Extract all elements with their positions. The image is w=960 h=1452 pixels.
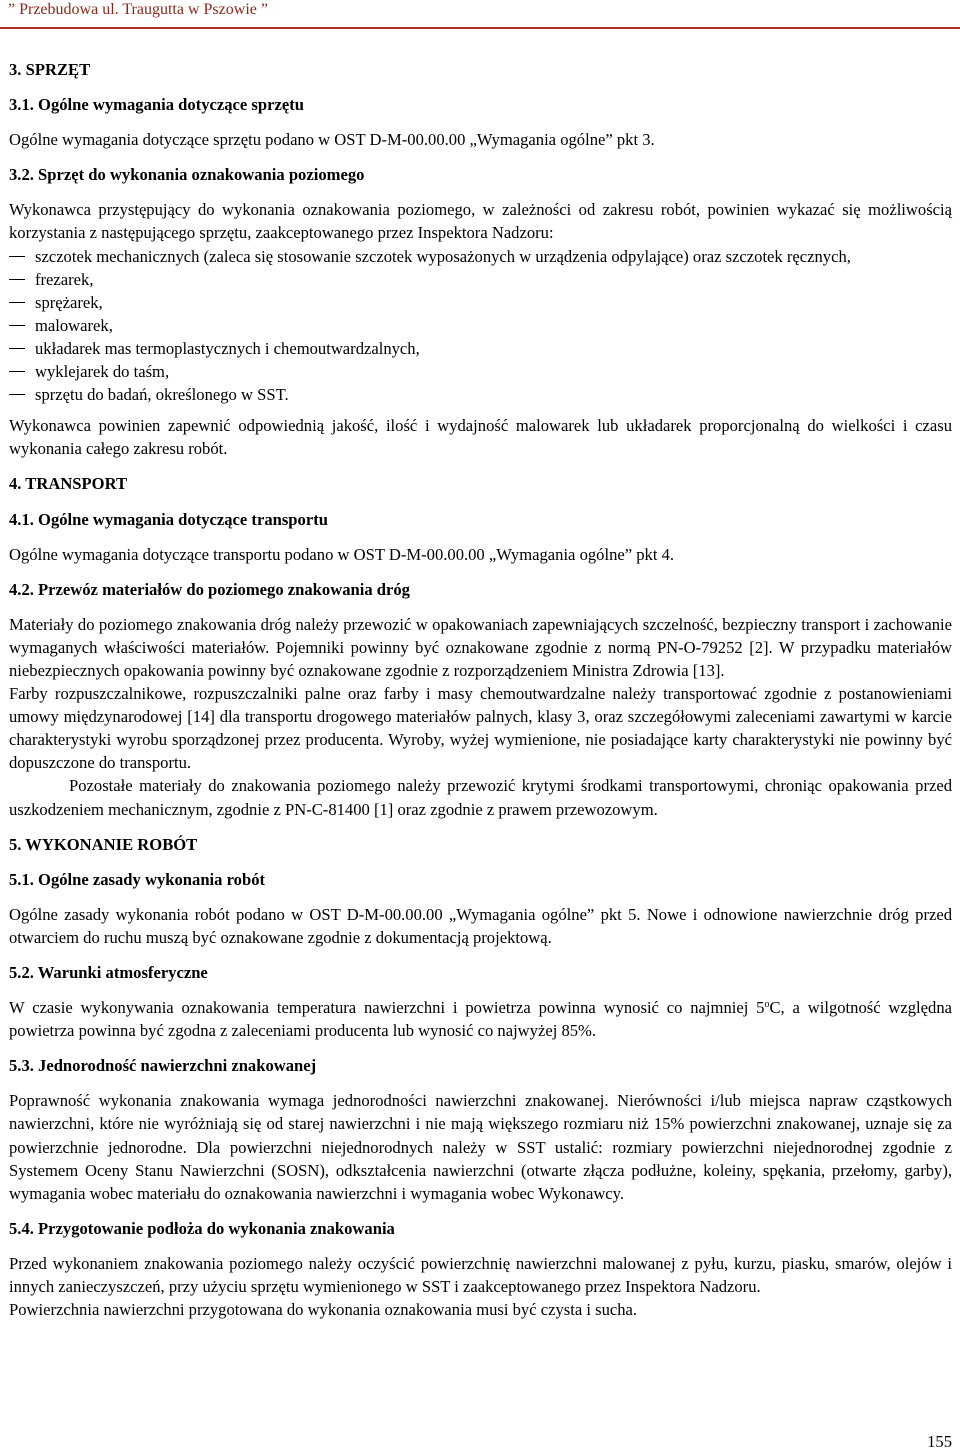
section-5-3-text: Poprawność wykonania znakowania wymaga jednorodności nawierzchni znakowanej. Nierówności i/lub miejsca napraw cząstkowych nawierzchni, które nie wyróżniają się od starej nawierzchni i nie mają większego rozmiaru niż 15% powierzchni znakowanej, uznaje się za powierzchnie jednorodne. Dla powierzchni niejednorodnych należy w SST ustalić: rozmiary powierzchni niejednorodnej zgodnie z Systemem Oceny Stanu Nawierzchni (SOSN), odkształcenia nawierzchni (otwarte złącza podłużne, koleiny, spękania, przełomy, garby), wymagania wobec materiału do oznakowania nawierzchni i wymagania wobec Wykonawcy. <box>9 1091 952 1203</box>
section-4-2-paragraph-2: Farby rozpuszczalnikowe, rozpuszczalniki palne oraz farby i masy chemoutwardzalne należy transportować zgodnie z postanowieniami umowy międzynarodowej [14] dla transportu drogowego materiałów palnych, klasy 3, oraz szczegółowymi zaleceniami zawartymi w karcie charakterystyki wyrobu sporządzonej przez producenta. Wyroby, wyżej wymienione, nie posiadające karty charakterystyki nie powinny być dopuszczone do transportu. <box>9 684 952 773</box>
degree-superscript: o <box>764 999 770 1011</box>
list-item: frezarek, <box>9 268 952 291</box>
list-item: szczotek mechanicznych (zaleca się stosowanie szczotek wyposażonych w urządzenia odpylające) oraz szczotek ręcznych, <box>9 245 952 268</box>
section-4-2-paragraph-3: Pozostałe materiały do znakowania poziomego należy przewozić krytymi środkami transportowymi, chroniąc opakowania przed uszkodzeniem mechanicznym, zgodnie z PN-C-81400 [1] oraz zgodnie z prawem przewozowym. <box>9 776 952 819</box>
list-item: wyklejarek do taśm, <box>9 360 952 383</box>
list-item: sprężarek, <box>9 291 952 314</box>
section-3-1-text: Ogólne wymagania dotyczące sprzętu podano w OST D-M-00.00.00 „Wymagania ogólne” pkt 3. <box>9 130 655 150</box>
section-5-2-text-a: W czasie wykonywania oznakowania temperatura nawierzchni i powietrza powinna wynosić co najmniej 5 <box>9 998 765 1018</box>
section-4-1-heading: 4.1. Ogólne wymagania dotyczące transportu <box>9 509 328 529</box>
list-item: układarek mas termoplastycznych i chemoutwardzalnych, <box>9 337 952 360</box>
section-5-heading: 5. WYKONANIE ROBÓT <box>9 834 198 854</box>
section-3-heading: 3. SPRZĘT <box>9 60 91 79</box>
section-3-2-closing: Wykonawca powinien zapewnić odpowiednią jakość, ilość i wydajność malowarek lub układarek proporcjonalną do wielkości i czasu wykonania całego zakresu robót. <box>9 416 952 459</box>
section-5-1-text: Ogólne zasady wykonania robót podano w OST D-M-00.00.00 „Wymagania ogólne” pkt 5. Nowe i odnowione nawierzchnie dróg przed otwarciem do ruchu muszą być oznakowane zgodnie z dokumentacją projektową. <box>9 904 952 947</box>
section-3-2-intro: Wykonawca przystępujący do wykonania oznakowania poziomego, w zależności od zakresu robót, powinien wykazać się możliwością korzystania z następującego sprzętu, zaakceptowanego przez Inspektora Nadzoru: <box>9 200 952 243</box>
running-header: ” Przebudowa ul. Traugutta w Pszowie ” <box>8 1 268 18</box>
header-rule <box>0 27 960 29</box>
section-4-1-text: Ogólne wymagania dotyczące transportu podano w OST D-M-00.00.00 „Wymagania ogólne” pkt 4. <box>9 544 675 564</box>
section-5-4-heading: 5.4. Przygotowanie podłoża do wykonania znakowania <box>9 1218 395 1238</box>
list-item: malowarek, <box>9 314 952 337</box>
section-5-3-heading: 5.3. Jednorodność nawierzchni znakowanej <box>9 1056 317 1076</box>
section-5-2-text <box>9 996 952 1042</box>
section-4-heading: 4. TRANSPORT <box>9 474 128 494</box>
equipment-list <box>9 245 952 407</box>
section-3-1-heading: 3.1. Ogólne wymagania dotyczące sprzętu <box>9 95 304 115</box>
section-5-2-text-b: C, a wilgotność względna powietrza powinna być zgodna z zaleceniami producenta lub wynosić co najwyżej 85%. <box>9 998 952 1041</box>
section-5-2-heading: 5.2. Warunki atmosferyczne <box>9 963 208 982</box>
section-5-4-paragraph-2: Powierzchnia nawierzchni przygotowana do wykonania oznakowania musi być czysta i sucha. <box>9 1300 638 1320</box>
document-body <box>9 58 952 1321</box>
section-5-1-heading: 5.1. Ogólne zasady wykonania robót <box>9 869 266 889</box>
section-3-2-heading: 3.2. Sprzęt do wykonania oznakowania poziomego <box>9 165 365 185</box>
page-number: 155 <box>927 1432 952 1451</box>
list-item: sprzętu do badań, określonego w SST. <box>9 383 952 406</box>
section-4-2-heading: 4.2. Przewóz materiałów do poziomego znakowania dróg <box>9 579 410 599</box>
section-5-4-paragraph-1: Przed wykonaniem znakowania poziomego należy oczyścić powierzchnię nawierzchni malowanej z pyłu, kurzu, piasku, smarów, olejów i innych zanieczyszczeń, przy użyciu sprzętu wymienionego w SST i zaakceptowanego przez Inspektora Nadzoru. <box>9 1253 952 1297</box>
section-4-2-paragraph-1: Materiały do poziomego znakowania dróg należy przewozić w opakowaniach zapewniających szczelność, bezpieczny transport i zachowanie wymaganych właściwości materiałów. Pojemniki powinny być oznakowane zgodnie z normą PN-O-79252 [2]. W przypadku materiałów niebezpiecznych opakowania powinny być oznakowane zgodnie z rozporządzeniem Ministra Zdrowia [13]. <box>9 614 952 680</box>
